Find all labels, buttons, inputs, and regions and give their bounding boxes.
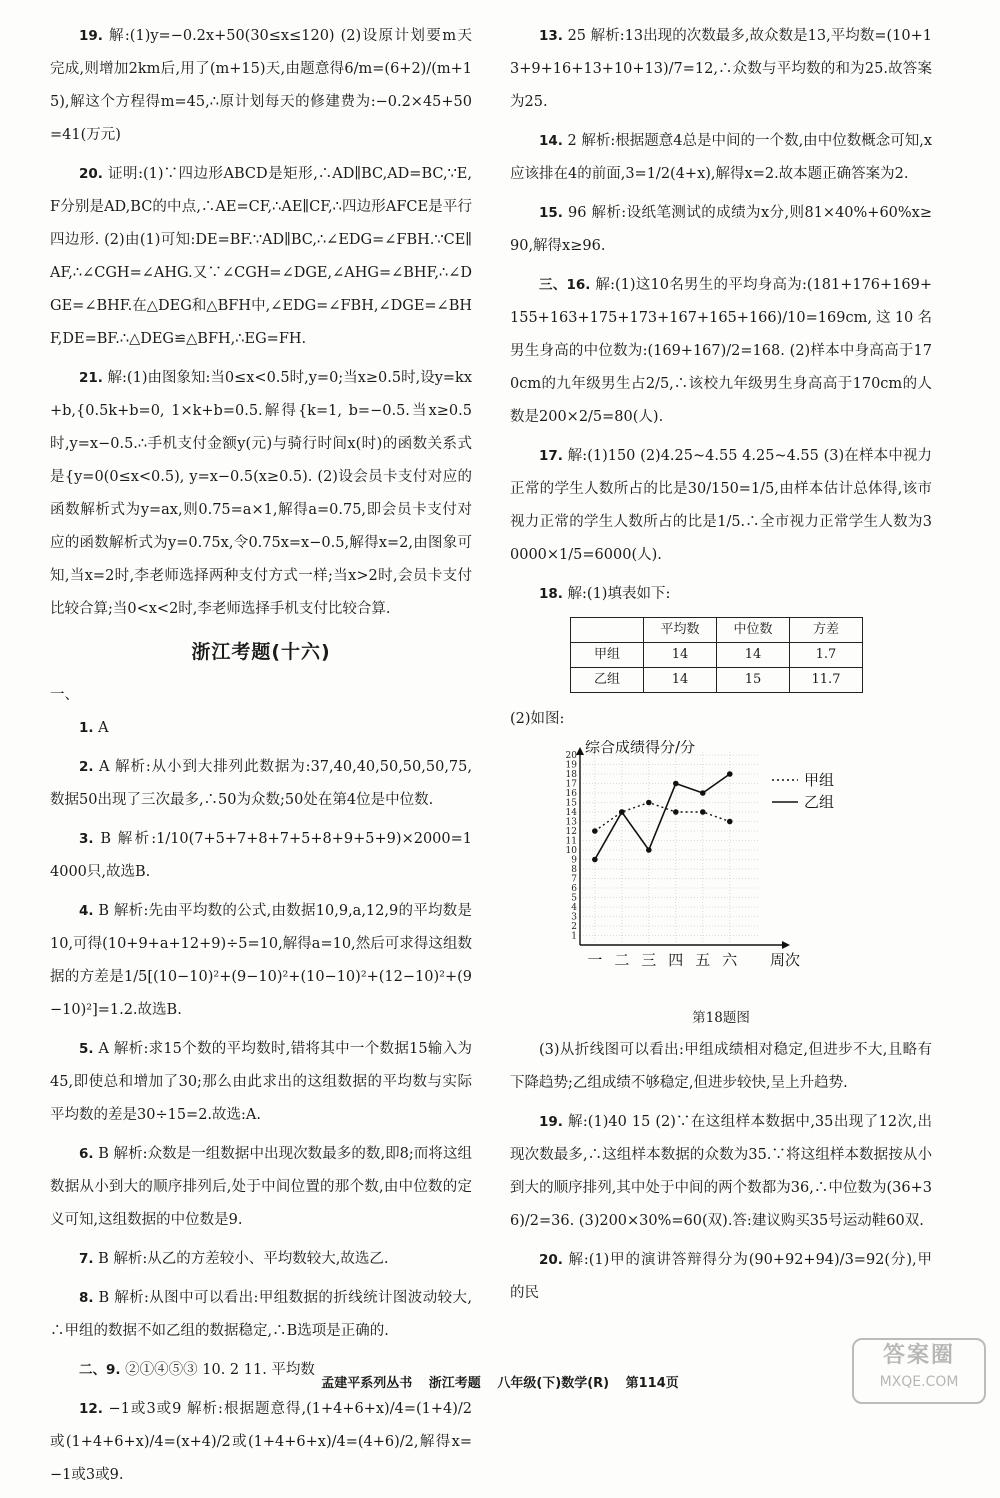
data-point <box>619 809 625 815</box>
chart-title: 综合成绩得分/分 <box>585 740 696 756</box>
question-number: 3. <box>79 831 94 847</box>
answer-paragraph <box>510 1244 932 1310</box>
answer-paragraph <box>50 895 472 1027</box>
answer-paragraph <box>50 1243 472 1276</box>
section-title: 浙江考题(十六) <box>191 641 331 663</box>
answer-text: 解:(1)40 15 (2)∵在这组样本数据中,35出现了12次,出现次数最多,∴这组样本数据的众数为35.∵将这组样本数据按从小到大的顺序排列,其中处于中间的两个数都为36,∴中位数为(36+36)/2=36. (3)200×30%=60(双).答:建议购买35号运动鞋60双. <box>510 1114 933 1229</box>
data-point <box>700 809 706 815</box>
answer-paragraph <box>50 751 472 817</box>
question-number: 20. <box>79 166 103 182</box>
answer-paragraph <box>510 20 932 119</box>
stats-table <box>570 617 863 693</box>
question-number: 20. <box>539 1252 563 1268</box>
watermark-logo <box>852 1338 986 1404</box>
y-tick-label: 1 <box>571 931 577 942</box>
answer-text: A <box>98 720 109 736</box>
y-tick-label: 9 <box>571 855 577 866</box>
footer-page: 第114页 <box>625 1376 679 1391</box>
table-header <box>571 618 644 643</box>
answer-paragraph <box>50 1033 472 1132</box>
chart-intro: (2)如图: <box>510 711 565 727</box>
x-tick-label: 一 <box>587 951 603 969</box>
table-row <box>571 643 863 668</box>
y-tick-label: 18 <box>565 770 577 780</box>
answer-text: 解:(1)甲的演讲答辩得分为(90+92+94)/3=92(分),甲的民 <box>510 1252 933 1301</box>
answer-text: 25 解析:13出现的次数最多,故众数是13,平均数=(10+13+9+16+13+10+13)/7=12,∴众数与平均数的和为25.故答案为25. <box>510 28 933 110</box>
answer-paragraph <box>510 440 932 572</box>
y-tick-label: 4 <box>571 903 577 913</box>
x-tick-label: 四 <box>668 951 684 969</box>
y-tick-label: 8 <box>571 865 577 875</box>
answer-text: B 解析:从乙的方差较小、平均数较大,故选乙. <box>98 1251 389 1267</box>
answer-paragraph <box>510 125 932 191</box>
answer-text: A 解析:求15个数的平均数时,错将其中一个数据15输入为45,即使总和增加了30;那么由此求出的这组数据的平均数与实际平均数的差是30÷15=2.故选:A. <box>50 1041 472 1123</box>
answer-paragraph <box>510 578 932 611</box>
left-column <box>50 20 472 1498</box>
answer-text: B 解析:众数是一组数据中出现次数最多的数,即8;而将这组数据从小到大的顺序排列后,处于中间位置的那个数,由中位数的定义可知,这组数据的中位数是9. <box>50 1146 473 1228</box>
y-tick-label: 19 <box>565 760 577 771</box>
page-footer <box>0 1372 1000 1391</box>
legend-label: 乙组 <box>804 793 835 811</box>
answer-text: 解:(1)填表如下: <box>567 586 671 602</box>
question-number: 三、16. <box>539 277 591 293</box>
table-cell: 1.7 <box>790 643 863 668</box>
chart-container <box>510 740 932 1008</box>
answer-paragraph <box>510 1034 932 1100</box>
table-cell: 14 <box>644 643 717 668</box>
y-axis-arrow <box>576 747 584 755</box>
table-header-row <box>571 618 863 643</box>
answer-paragraph <box>510 197 932 263</box>
table-cell: 11.7 <box>790 668 863 693</box>
answer-paragraph <box>50 1393 472 1492</box>
question-number: 7. <box>79 1251 94 1267</box>
x-axis-label: 周次 <box>769 951 801 969</box>
answer-text: 2 解析:根据题意4总是中间的一个数,由中位数概念可知,x应该排在4的前面,3=1/2(4+x),解得x=2.故本题正确答案为2. <box>510 133 933 182</box>
data-point <box>646 847 652 853</box>
table-header: 方差 <box>790 618 863 643</box>
answer-text: B 解析:1/10(7+5+7+8+7+5+8+9+5+9)×2000=14000只,故选B. <box>50 831 472 880</box>
question-number: 5. <box>79 1041 94 1057</box>
table-cell: 14 <box>717 643 790 668</box>
table-cell: 14 <box>644 668 717 693</box>
question-number: 17. <box>539 448 563 464</box>
answer-text: 解:(1)150 (2)4.25~4.55 4.25~4.55 (3)在样本中视力正常的学生人数所占的比是30/150=1/5,由样本估计总体得,该市视力正常的学生人数所占的比是1/5.∴全市视力正常学生人数为30000×1/5=6000(人). <box>510 448 932 563</box>
y-tick-label: 3 <box>571 912 577 923</box>
y-tick-label: 2 <box>571 922 577 932</box>
answer-text: A 解析:从小到大排列此数据为:37,40,40,50,50,50,75,数据50出现了三次最多,∴50为众数;50处在第4位是中位数. <box>50 759 472 808</box>
question-number: 4. <box>79 903 94 919</box>
footer-series: 孟建平系列丛书 <box>321 1376 413 1391</box>
answer-paragraph <box>50 1282 472 1348</box>
answer-text: 解:(1)y=−0.2x+50(30≤x≤120) (2)设原计划要m天完成,则增加2km后,用了(m+15)天,由题意得6/m=(6+2)/(m+15),解这个方程得m=45,∴原计划每天的修建费为:−0.2×45+50=41(万元) <box>50 28 473 143</box>
left-answers <box>50 20 472 626</box>
y-tick-label: 6 <box>571 884 577 894</box>
question-number: 14. <box>539 133 563 149</box>
legend-label: 甲组 <box>804 771 835 789</box>
table-header: 中位数 <box>717 618 790 643</box>
y-tick-label: 11 <box>565 836 577 847</box>
x-tick-label: 二 <box>614 951 630 969</box>
question-number: 1. <box>79 720 94 736</box>
answer-text: −1或3或9 解析:根据题意得,(1+4+6+x)/4=(1+4)/2或(1+4+6+x)/4=(x+4)/2或(1+4+6+x)/4=(4+6)/2,解得x=−1或3或9. <box>50 1401 472 1483</box>
x-axis-arrow <box>782 941 790 949</box>
data-point <box>673 809 679 815</box>
y-tick-label: 5 <box>571 893 577 904</box>
question-number: 19. <box>539 1114 563 1130</box>
answer-paragraph <box>50 712 472 745</box>
x-tick-label: 六 <box>722 951 738 969</box>
answer-text: B 解析:先由平均数的公式,由数据10,9,a,12,9的平均数是10,可得(10+9+a+12+9)÷5=10,解得a=10,然后可求得这组数据的方差是1/5[(10−10)²+(9−10)²+(10−10)²+(12−10)²+(9−10)²]=1.2.故选B. <box>50 903 472 1018</box>
x-tick-label: 三 <box>641 951 657 969</box>
answer-text: 解:(1)这10名男生的平均身高为:(181+176+169+155+163+175+173+167+165+166)/10=169cm,这10名男生身高的中位数为:(169+167)/2=168. (2)样本中身高高于170cm的九年级男生占2/5,∴该校九年级男生身高高于170cm的人数是200×2/5=80(人). <box>510 277 933 425</box>
answer-text: 证明:(1)∵四边形ABCD是矩形,∴AD∥BC,AD=BC,∵E,F分别是AD,BC的中点,∴AE=CF,∴AE∥CF,∴四边形AFCE是平行四边形. (2)由(1)可知:DE=BF.∵AD∥BC,∴∠EDG=∠FBH.∵CE∥AF,∴∠CGH=∠AHG.又∵∠CGH=∠DGE,∠AHG=∠BHF,∴∠DGE=∠BHF.在△DEG和△BFH中,∠EDG=∠FBH,∠DGE=∠BHF,DE=BF.∴△DEG≌△BFH,∴EG=FH. <box>50 166 472 347</box>
data-point <box>700 790 706 796</box>
answer-paragraph <box>50 823 472 889</box>
table-cell: 15 <box>717 668 790 693</box>
y-tick-label: 16 <box>565 789 577 799</box>
data-point <box>592 857 598 863</box>
line-chart <box>510 740 840 995</box>
y-tick-label: 7 <box>571 874 577 885</box>
answer-text: 解:(1)由图象知:当0≤x<0.5时,y=0;当x≥0.5时,设y=kx+b,{0.5k+b=0, 1×k+b=0.5.解得{k=1, b=−0.5.当x≥0.5时,y=x−0.5.∴手机支付金额y(元)与骑行时间x(时)的函数关系式是{y=0(0≤x<0.5), y=x−0.5(x≥0.5). (2)设会员卡支付对应的函数解析式为y=ax,则0.75=a×1,解得a=0.75,即会员卡支付对应的函数解析式为y=0.75x,令0.75x=x−0.5,解得x=2,由图象可知,当x=2时,李老师选择两种支付方式一样;当x>2时,会员卡支付比较合算;当0<x<2时,李老师选择手机支付比较合算. <box>50 370 473 617</box>
y-tick-label: 14 <box>565 808 577 818</box>
footer-title: 浙江考题 <box>428 1376 481 1391</box>
question-number: 二、9. <box>79 1362 121 1378</box>
answer-text: (3)从折线图可以看出:甲组成绩相对稳定,但进步不大,且略有下降趋势;乙组成绩不够稳定,但进步较快,呈上升趋势. <box>510 1042 932 1091</box>
answer-paragraph <box>510 269 932 434</box>
question-number: 12. <box>79 1401 103 1417</box>
question-number: 18. <box>539 586 563 602</box>
watermark-line1: 答案圈 <box>882 1343 955 1368</box>
y-tick-label: 13 <box>565 817 577 828</box>
section1-label: 一、 <box>50 687 79 703</box>
footer-grade: 八年级(下)数学(R) <box>497 1376 610 1391</box>
answer-paragraph <box>50 362 472 626</box>
question-number: 8. <box>79 1290 94 1306</box>
data-point <box>673 781 679 787</box>
answer-paragraph <box>50 158 472 356</box>
table-cell: 乙组 <box>571 668 644 693</box>
x-tick-label: 五 <box>695 951 711 969</box>
right-column <box>510 20 932 1316</box>
answer-paragraph <box>510 1106 932 1238</box>
question-number: 13. <box>539 28 563 44</box>
answer-text: 96 解析:设纸笔测试的成绩为x分,则81×40%+60%x≥90,解得x≥96. <box>510 205 933 254</box>
question-number: 19. <box>79 28 103 44</box>
question-number: 15. <box>539 205 563 221</box>
y-tick-label: 12 <box>565 827 577 837</box>
y-tick-label: 15 <box>565 798 577 809</box>
right-answers-2 <box>510 1034 932 1310</box>
data-point <box>727 819 733 825</box>
y-tick-label: 10 <box>565 846 577 856</box>
y-tick-label: 17 <box>565 779 577 790</box>
right-answers <box>510 20 932 611</box>
table-row <box>571 668 863 693</box>
answer-paragraph <box>50 1138 472 1237</box>
series-line-1 <box>595 774 730 860</box>
answer-paragraph <box>50 20 472 152</box>
answer-text: B 解析:从图中可以看出:甲组数据的折线统计图波动较大,∴甲组的数据不如乙组的数据稳定,∴B选项是正确的. <box>50 1290 472 1339</box>
question-number: 2. <box>79 759 94 775</box>
data-point <box>727 771 733 777</box>
data-point <box>646 800 652 806</box>
answer-text: ②①④⑤③ 10. 2 11. 平均数 <box>125 1362 315 1378</box>
question-number: 21. <box>79 370 103 386</box>
table-cell: 甲组 <box>571 643 644 668</box>
chart-caption: 第18题图 <box>692 1010 750 1026</box>
data-point <box>592 828 598 834</box>
table-header: 平均数 <box>644 618 717 643</box>
y-tick-label: 20 <box>565 751 577 761</box>
question-number: 6. <box>79 1146 94 1162</box>
watermark-line2: MXQE.COM <box>879 1374 959 1390</box>
